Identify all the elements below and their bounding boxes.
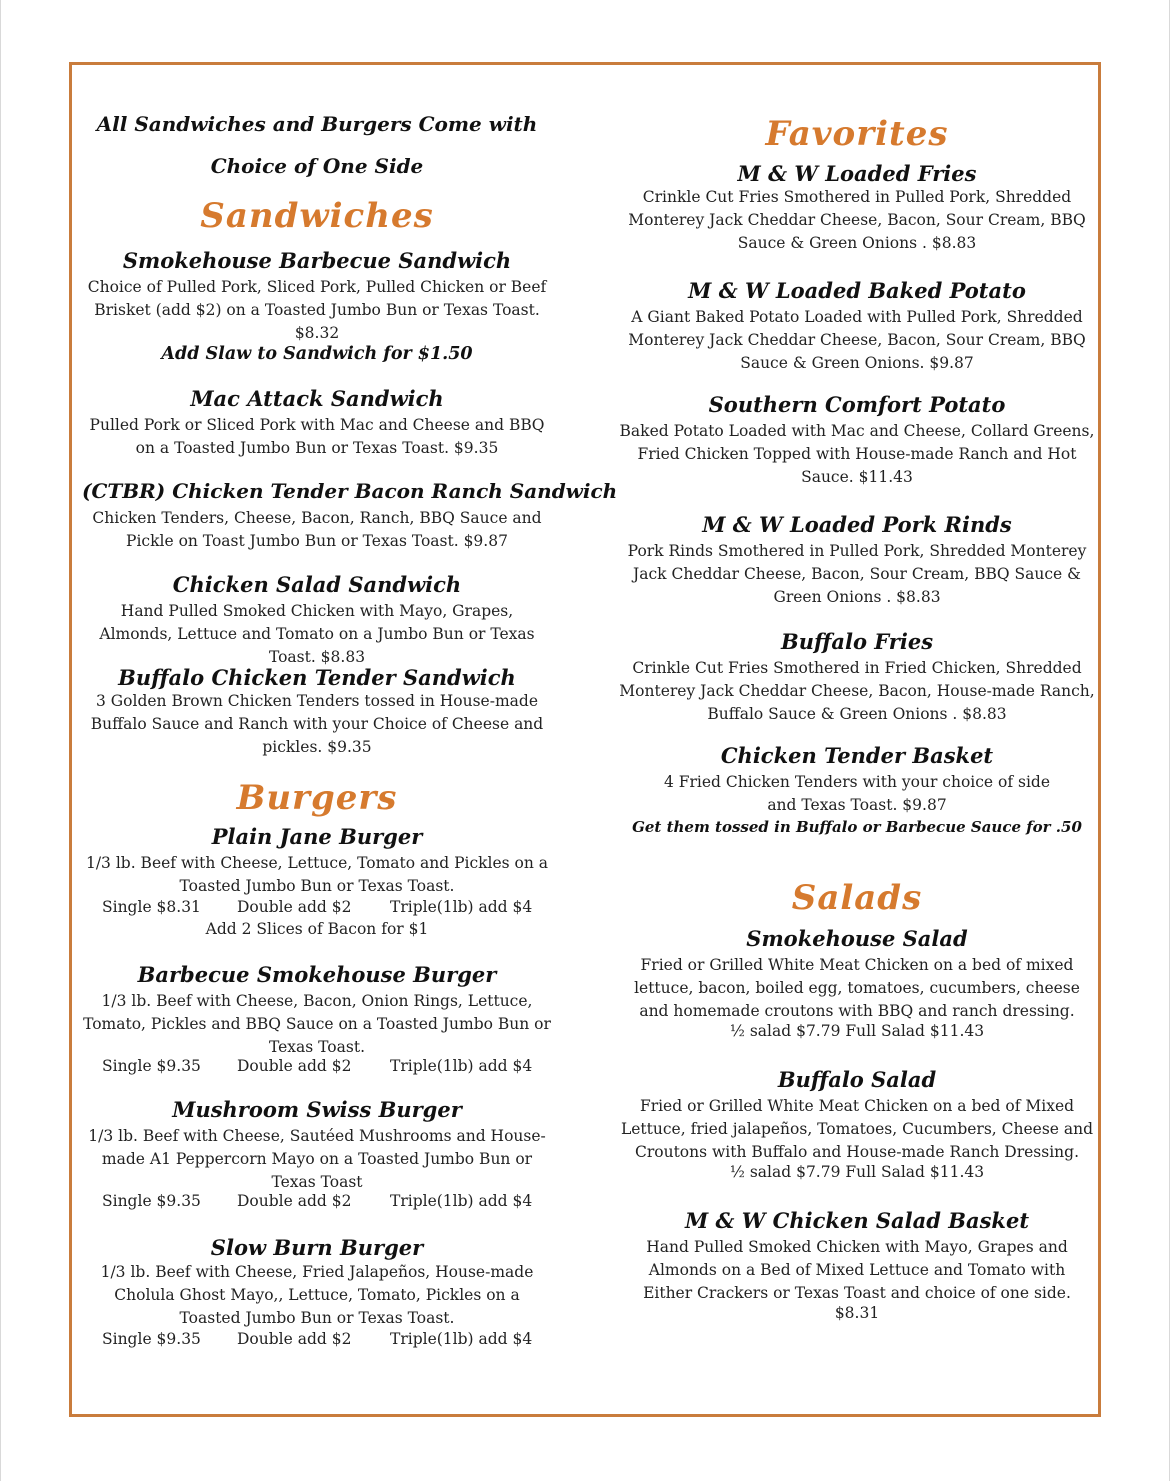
triple-price: Triple(1lb) add $4 [390,1057,533,1075]
menu-item-name: Chicken Salad Sandwich [172,572,462,597]
menu-item-desc: 4 Fried Chicken Tenders with your choice of side and Texas Toast. $9.87 [663,773,1051,814]
menu-item-desc: Crinkle Cut Fries Smothered in Pulled Pork, Shredded Monterey Jack Cheddar Cheese, Bacon, Sour Cream, BBQ Sauce & Green Onions . $8.83 [628,188,1086,252]
menu-item-name: Smokehouse Barbecue Sandwich [122,248,512,273]
menu-item-name: Barbecue Smokehouse Burger [137,962,497,987]
menu-item-desc: Chicken Tenders, Cheese, Bacon, Ranch, BBQ Sauce and Pickle on Toast Jumbo Bun or Texas Toast. $9.87 [92,509,542,550]
double-price: Double add $2 [237,1192,352,1210]
menu-item-name: (CTBR) Chicken Tender Bacon Ranch Sandwich [82,479,618,503]
menu-item-name: Southern Comfort Potato [708,392,1006,417]
menu-item-desc: Hand Pulled Smoked Chicken with Mayo, Grapes and Almonds on a Bed of Mixed Lettuce and Tomato with Either Crackers or Texas Toast and choice of one side. [643,1238,1071,1302]
menu-item-name: M & W Loaded Pork Rinds [702,512,1012,537]
triple-price: Triple(1lb) add $4 [390,898,533,916]
menu-item-extra: Add 2 Slices of Bacon for $1 [205,920,429,938]
right-column [618,0,1096,1483]
menu-item-name: Slow Burn Burger [210,1235,424,1260]
menu-item-name: M & W Loaded Fries [737,161,977,186]
single-price: Single $9.35 [102,1057,201,1075]
double-price: Double add $2 [237,1057,352,1075]
burgers-heading: Burgers [236,778,398,818]
single-price: Single $8.31 [102,898,201,916]
triple-price: Triple(1lb) add $4 [390,1330,533,1348]
menu-item-desc: 1/3 lb. Beef with Cheese, Lettuce, Tomato and Pickles on a Toasted Jumbo Bun or Texas Toast. [85,854,549,895]
menu-item-desc: A Giant Baked Potato Loaded with Pulled Pork, Shredded Monterey Jack Cheddar Cheese, Bacon, Sour Cream, BBQ Sauce & Green Onions. $9.87 [628,308,1086,372]
menu-item-price: $8.31 [834,1304,880,1322]
menu-item-name: Buffalo Fries [780,629,934,654]
menu-item-note: Add Slaw to Sandwich for $1.50 [161,344,473,364]
menu-item-name: Buffalo Chicken Tender Sandwich [118,665,516,690]
menu-item-desc: Hand Pulled Smoked Chicken with Mayo, Grapes, Almonds, Lettuce and Tomato on a Jumbo Bun or Texas Toast. $8.83 [99,602,535,666]
menu-item-desc: 1/3 lb. Beef with Cheese, Sautéed Mushrooms and House-made A1 Peppercorn Mayo on a Toasted Jumbo Bun or Texas Toast [88,1127,546,1191]
single-price: Single $9.35 [102,1330,201,1348]
menu-item-price: ½ salad $7.79 Full Salad $11.43 [729,1022,985,1040]
menu-item-desc: Fried or Grilled White Meat Chicken on a bed of mixed lettuce, bacon, boiled egg, tomatoes, cucumbers, cheese and homemade croutons with BBQ and ranch dressing. [634,956,1080,1020]
sandwiches-heading: Sandwiches [200,196,434,236]
menu-item-desc: Baked Potato Loaded with Mac and Cheese, Collard Greens, Fried Chicken Topped with House-made Ranch and Hot Sauce. $11.43 [619,422,1095,486]
menu-item-note: Get them tossed in Buffalo or Barbecue Sauce for .50 [632,818,1082,836]
salads-heading: Salads [791,878,923,918]
menu-item-name: Buffalo Salad [777,1067,937,1092]
double-price: Double add $2 [237,1330,352,1348]
favorites-heading: Favorites [765,114,949,154]
menu-item-desc: Choice of Pulled Pork, Sliced Pork, Pulled Chicken or Beef Brisket (add $2) on a Toasted Jumbo Bun or Texas Toast. [87,278,547,319]
menu-item-name: M & W Chicken Salad Basket [684,1208,1030,1233]
left-column [82,0,618,1483]
menu-item-name: Plain Jane Burger [211,824,423,849]
intro-line-1: All Sandwiches and Burgers Come with [96,112,538,136]
intro-line-2: Choice of One Side [210,154,424,178]
menu-item-price: ½ salad $7.79 Full Salad $11.43 [729,1163,985,1181]
menu-item-desc: Fried or Grilled White Meat Chicken on a bed of Mixed Lettuce, fried jalapeños, Tomatoes, Cucumbers, Cheese and Croutons with Buffalo and House-made Ranch Dressing. [620,1097,1094,1161]
menu-item-name: Mac Attack Sandwich [190,386,444,411]
menu-item-desc: 1/3 lb. Beef with Cheese, Fried Jalapeños, House-made Cholula Ghost Mayo,, Lettuce, Tomato, Pickles on a Toasted Jumbo Bun or Texas Toast. [100,1263,534,1327]
menu-item-desc: Pork Rinds Smothered in Pulled Pork, Shredded Monterey Jack Cheddar Cheese, Bacon, Sour Cream, BBQ Sauce & Green Onions . $8.83 [627,542,1087,606]
menu-item-desc: Pulled Pork or Sliced Pork with Mac and Cheese and BBQ on a Toasted Jumbo Bun or Texas Toast. $9.35 [89,416,545,457]
triple-price: Triple(1lb) add $4 [390,1192,533,1210]
double-price: Double add $2 [237,898,352,916]
menu-item-desc: 1/3 lb. Beef with Cheese, Bacon, Onion Rings, Lettuce, Tomato, Pickles and BBQ Sauce on a Toasted Jumbo Bun or Texas Toast. [83,992,551,1056]
menu-item-name: Smokehouse Salad [746,926,968,951]
single-price: Single $9.35 [102,1192,201,1210]
menu-item-price: $8.32 [294,324,340,342]
menu-item-name: M & W Loaded Baked Potato [688,278,1026,303]
menu-item-desc: 3 Golden Brown Chicken Tenders tossed in House-made Buffalo Sauce and Ranch with your Choice of Cheese and pickles. $9.35 [90,692,544,756]
menu-item-name: Mushroom Swiss Burger [172,1097,462,1122]
menu-item-name: Chicken Tender Basket [720,743,994,768]
menu-item-desc: Crinkle Cut Fries Smothered in Fried Chicken, Shredded Monterey Jack Cheddar Cheese, Bacon, House-made Ranch, Buffalo Sauce & Green Onions . $8.83 [619,659,1095,723]
